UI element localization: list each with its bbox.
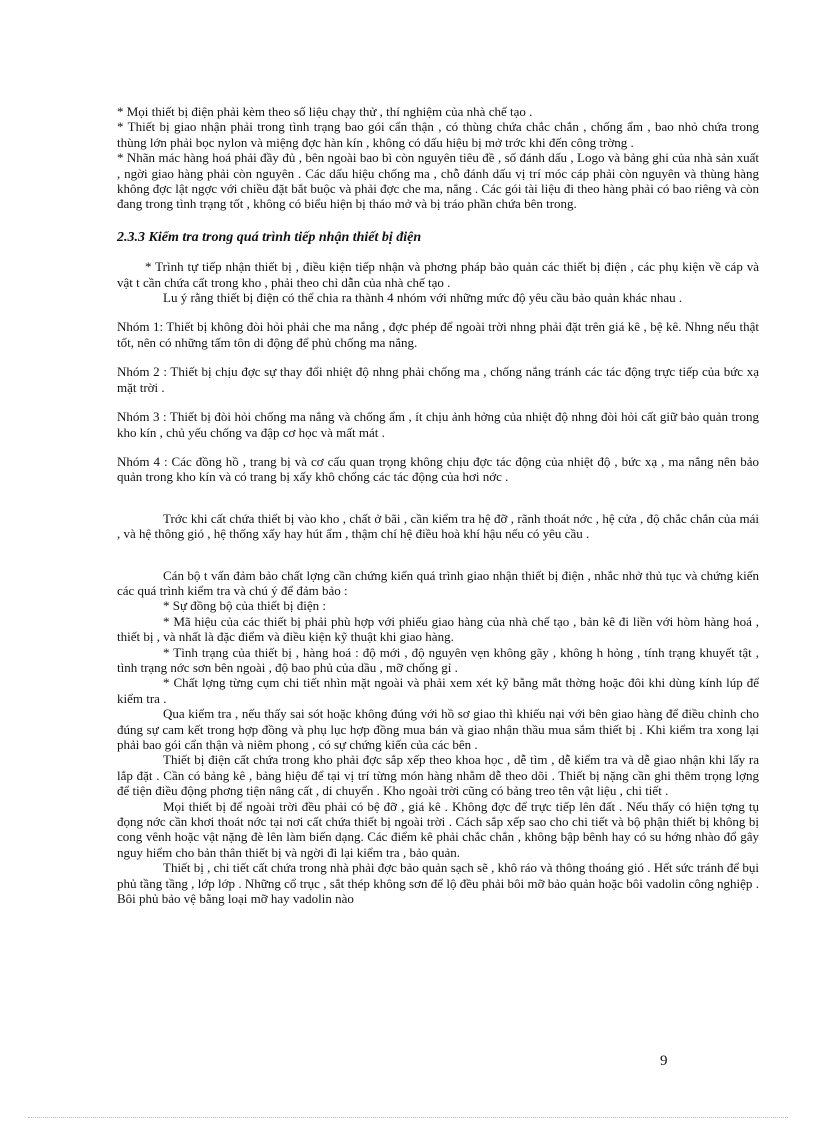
paragraph: * Mọi thiết bị điện phải kèm theo số liệu chạy thử , thí nghiệm của nhà chế tạo .: [117, 104, 533, 119]
page-border: [28, 1117, 788, 1118]
document-body: [117, 104, 759, 906]
paragraph: Nhóm 1: Thiết bị không đòi hỏi phải che ma nắng , đợc phép để ngoài trời nhng phải đặt trên giá kê , bệ kê. Nhng nếu thật tốt, nên có những tấm tôn di động để phủ chống ma nắng.: [117, 319, 759, 350]
section-heading: 2.3.3 Kiểm tra trong quá trình tiếp nhận thiết bị điện: [117, 229, 422, 245]
paragraph: * Nhãn mác hàng hoá phải đầy đủ , bên ngoài bao bì còn nguyên tiêu đề , số đánh dấu , Logo và bảng ghi của nhà sản xuất , ngời giao hàng phải còn nguyên . Các dấu hiệu chống ma , chỗ đánh dấu vị trí móc cáp phải còn nguyên và thùng hàng không đợc lật ngợc với chiều đặt bắt buộc và phải đợc che ma, nắng . Các gói tài liệu đi theo hàng phải có bao riêng và còn đang trong tình trạng tốt , không có biểu hiện bị tháo mở và bị tráo phần chứa bên trong.: [117, 150, 759, 212]
paragraph: * Chất lợng từng cụm chi tiết nhìn mặt ngoài và phải xem xét kỹ bằng mắt thờng hoặc đôi khi dùng kính lúp để kiểm tra .: [117, 675, 759, 706]
page-number: 9: [660, 1053, 668, 1069]
paragraph: * Sự đồng bộ của thiết bị điện :: [163, 598, 327, 614]
paragraph: Nhóm 3 : Thiết bị đòi hỏi chống ma nắng và chống ẩm , ít chịu ảnh hởng của nhiệt độ nhng đòi hỏi cất giữ bảo quản trong kho kín , chủ yếu chống va đập cơ học và mất mát .: [117, 409, 759, 440]
paragraph: Nhóm 4 : Các đồng hồ , trang bị và cơ cấu quan trọng không chịu đợc tác động của nhiệt độ , bức xạ , ma nắng nên bảo quản trong kho kín và có trang bị xấy khô chống các tác động của hơi nớc .: [117, 453, 759, 485]
paragraph: * Mã hiệu của các thiết bị phải phù hợp với phiếu giao hàng của nhà chế tạo , bản kê đi liền với hòm hàng hoá , thiết bị , và nhất là đặc điểm và điều kiện kỹ thuật khi giao hàng.: [117, 613, 759, 645]
paragraph: Thiết bị điện cất chứa trong kho phải đợc sắp xếp theo khoa học , dễ tìm , dễ kiểm tra và dễ giao nhận khi lấy ra lắp đặt . Cần có bảng kê , bảng hiệu để tại vị trí từng món hàng nhằm dễ theo dõi . Thiết bị nặng cần ghi thêm trọng lợng để tiện điều động phơng tiện nâng cất , di chuyển . Kho ngoài trời cũng có bảng treo tên vật liệu , chi tiết .: [117, 752, 759, 799]
paragraph: Lu ý rằng thiết bị điện có thể chia ra thành 4 nhóm với những mức độ yêu cầu bảo quản khác nhau .: [163, 290, 683, 306]
paragraph: Trớc khi cất chứa thiết bị vào kho , chất ở bãi , cần kiểm tra hệ đỡ , rãnh thoát nớc , hệ cửa , độ chắc chắn của mái , và hệ thông gió , hệ thống xấy hay hút ẩm , thậm chí hệ điều hoà khí hậu nếu có yêu cầu .: [117, 510, 759, 542]
paragraph: * Thiết bị giao nhận phải trong tình trạng bao gói cẩn thận , có thùng chứa chắc chắn , chống ẩm , bao nhỏ chứa trong thùng lớn phải bọc nylon và miệng đợc hàn kín , không có dấu hiệu bị mở trớc khi đến công trờng .: [117, 119, 759, 150]
paragraph: Mọi thiết bị để ngoài trời đều phải có bệ đỡ , giá kê . Không đợc để trực tiếp lên đất . Nếu thấy có hiện tợng tụ đọng nớc cần khơi thoát nớc tại nơi cất chứa thiết bị ngoài trời . Cách sắp xếp sao cho chi tiết và bộ phận thiết bị không bị cong vênh hoặc vật nặng đè lên làm biến dạng. Các điểm kê phải chắc chắn , không bập bênh hay có su hớng nhào đổ gây nguy hiểm cho bản thân thiết bị và ngời đi lại kiểm tra , bảo quản.: [117, 798, 759, 860]
paragraph: * Trình tự tiếp nhận thiết bị , điều kiện tiếp nhận và phơng pháp bảo quản các thiết bị điện , các phụ kiện về cáp và vật t cần chứa cất trong kho , phải theo chỉ dẫn của nhà chế tạo .: [117, 259, 759, 290]
paragraph: * Tình trạng của thiết bị , hàng hoá : độ mới , độ nguyên vẹn không gãy , không h hỏng , tính trạng khuyết tật , tình trạng nớc sơn bên ngoài , độ bao phủ của dầu , mỡ chống gỉ .: [117, 644, 759, 675]
paragraph: Thiết bị , chi tiết cất chứa trong nhà phải đợc bảo quản sạch sẽ , khô ráo và thông thoáng gió . Hết sức tránh để bụi phủ tầng tầng , lớp lớp . Những cổ trục , sắt thép không sơn để lộ đều phải bôi mỡ bảo quản hoặc bôi vadolin công nghiệp . Bôi phủ bảo vệ bằng loại mỡ hay vadolin nào: [117, 860, 759, 907]
paragraph: Cán bộ t vấn đảm bảo chất lợng cần chứng kiến quá trình giao nhận thiết bị điện , nhắc nhở thủ tục và chứng kiến các quá trình kiểm tra và chú ý để đảm bảo :: [117, 567, 759, 598]
paragraph: Nhóm 2 : Thiết bị chịu đợc sự thay đổi nhiệt độ nhng phải chống ma , chống nắng tránh các tác động trực tiếp của bức xạ mặt trời .: [117, 364, 759, 395]
paragraph: Qua kiểm tra , nếu thấy sai sót hoặc không đúng với hồ sơ giao thì khiếu nại với bên giao hàng để điều chỉnh cho đúng sự cam kết trong hợp đồng và phụ lục hợp đồng mua bán và giao nhận thầu mua sắm thiết bị . Khi kiểm tra xong lại phải bao gói cẩn thận và niêm phong , có sự chứng kiến của các bên .: [117, 706, 759, 752]
